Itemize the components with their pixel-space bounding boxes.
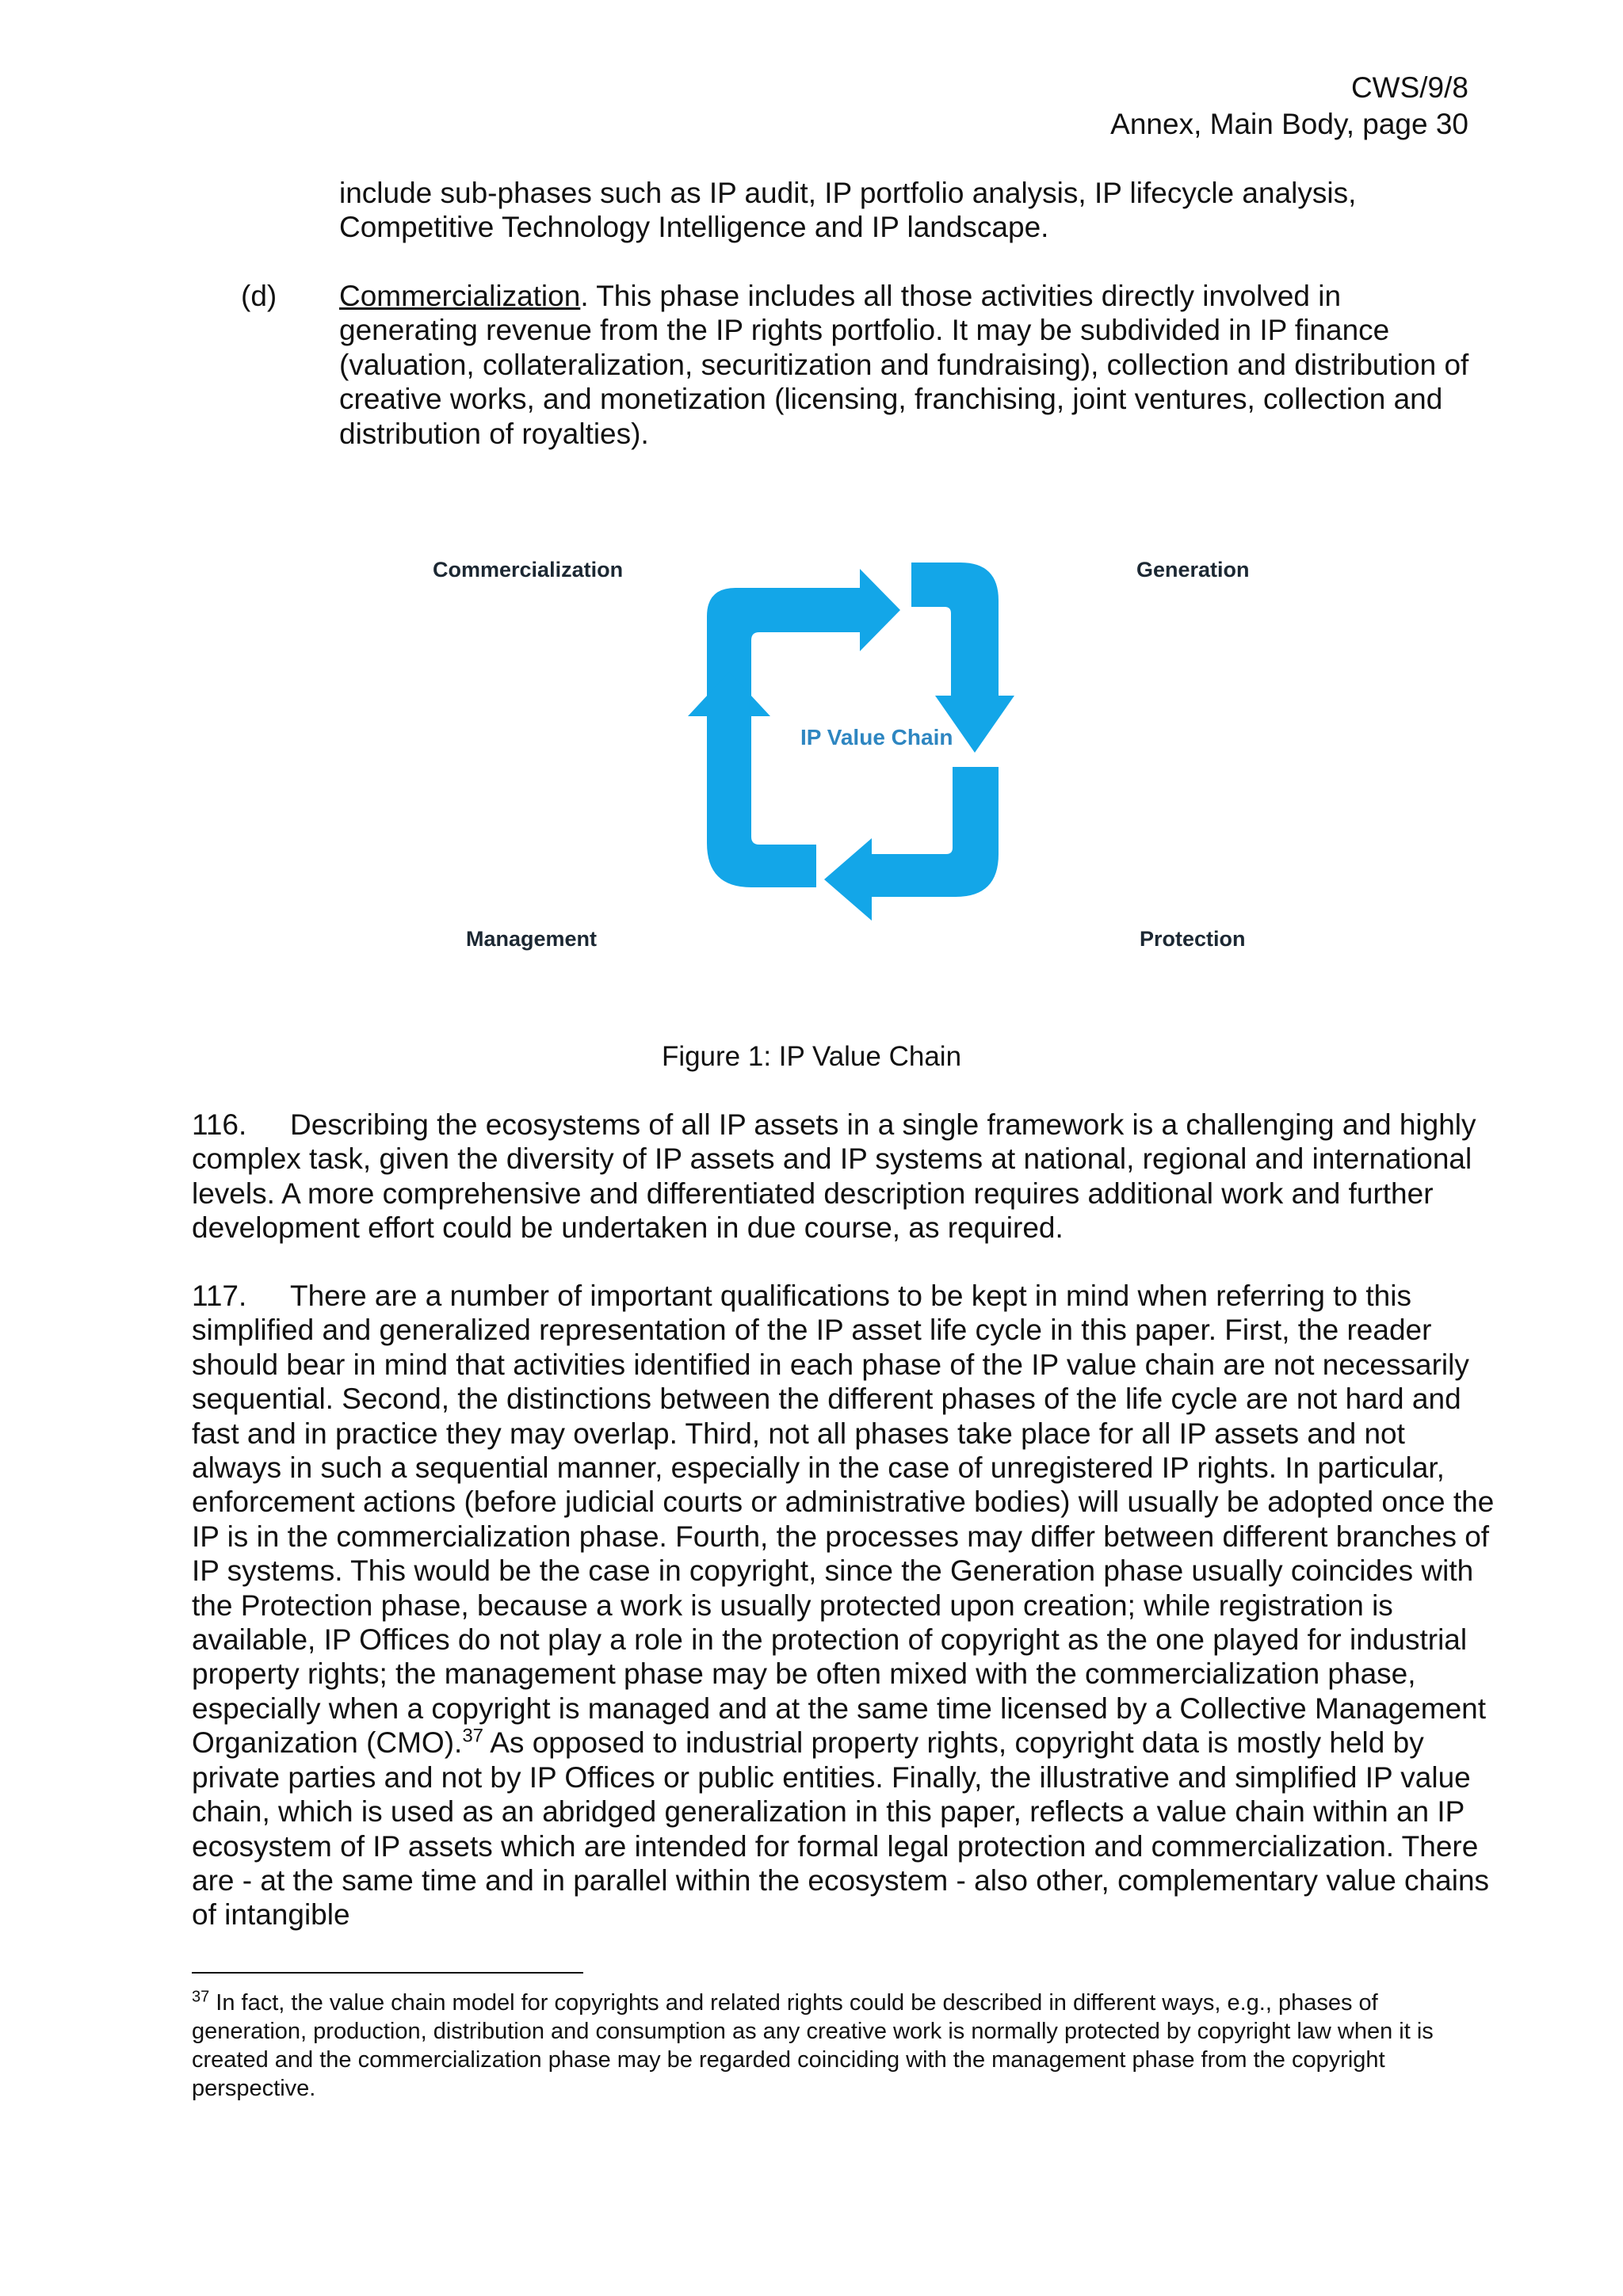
ip-value-chain-figure <box>396 531 1300 974</box>
paragraph-text: There are a number of important qualifications to be kept in mind when referring to this simplified and generalized representation of the IP asset life cycle in this paper. First, the reader should bear in mind that activities identified in each phase of the IP value chain are not necessarily sequential. Second, the distinctions between the different phases of the life cycle are not hard and fast and in practice they may overlap. Third, not all phases take place for all IP assets and not always in such a sequential manner, especially in the case of unregistered IP rights. In particular, enforcement actions (before judicial courts or administrative bodies) will usually be adopted once the IP is in the commercialization phase. Fourth, the processes may differ between different branches of IP systems. This would be the case in copyright, since the Generation phase usually coincides with the Protection phase, because a work is usually protected upon creation; while registration is available, IP Offices do not play a role in the protection of copyright as the one played for industrial property rights; the management phase may be often mixed with the commercialization phase, especially when a copyright is managed and at the same time licensed by a Collective Management Organization (CMO). <box>192 1280 1495 1760</box>
list-item-text: . This phase includes all those activities directly involved in generating revenue from the IP rights portfolio. It may be subdivided in IP finance (valuation, collateralization, securitization and fundraising), collection and distribution of creative works, and monetization (licensing, franchising, joint ventures, collection and distribution of royalties). <box>339 280 1469 450</box>
paragraph-text-continued: As opposed to industrial property rights, copyright data is mostly held by private parties and not by IP Offices or public entities. Finally, the illustrative and simplified IP value chain, which is used as an abridged generalization in this paper, reflects a value chain within an IP ecosystem of IP assets which are intended for formal legal protection and commercialization. There are - at the same time and in parallel within the ecosystem - also other, complementary value chains of intangible <box>192 1726 1490 1932</box>
arrow-bottom-right <box>824 767 999 921</box>
continuation-paragraph: include sub-phases such as IP audit, IP portfolio analysis, IP lifecycle analysis, Competitive Technology Intelligence and IP landscape. <box>339 177 1357 244</box>
footnote-number: 37 <box>192 1988 210 2006</box>
label-protection: Protection <box>1140 927 1246 951</box>
arrow-top-right <box>911 563 1014 753</box>
label-commercialization: Commercialization <box>433 558 624 582</box>
figure-caption: Figure 1: IP Value Chain <box>661 1041 962 1072</box>
paragraph-116 <box>192 1108 1499 1245</box>
paragraph-text: Describing the ecosystems of all IP assets in a single framework is a challenging and highly complex task, given the diversity of IP assets and IP systems at national, regional and international levels. A more comprehensive and differentiated description requires additional work and further development effort could be undertaken in due course, as required. <box>192 1108 1476 1245</box>
arrow-top-left <box>707 569 900 697</box>
center-label: IP Value Chain <box>800 725 953 749</box>
arrow-bottom-left <box>688 672 816 887</box>
list-item-term: Commercialization <box>339 280 581 312</box>
footnote <box>192 1989 1491 2103</box>
paragraph-number: 116. <box>192 1108 247 1141</box>
label-generation: Generation <box>1136 558 1250 582</box>
label-management: Management <box>466 927 598 951</box>
paragraph-number: 117. <box>192 1280 247 1312</box>
footnote-text: In fact, the value chain model for copyrights and related rights could be described in different ways, e.g., phases of generation, production, distribution and consumption as any creative work is normally protected by copyright law when it is created and the commercialization phase may be regarded coinciding with the management phase from the copyright perspective. <box>192 1990 1434 2101</box>
document-id: CWS/9/8 <box>1350 71 1468 104</box>
list-item-body <box>339 279 1480 451</box>
page-header <box>1110 70 1468 143</box>
page-reference: Annex, Main Body, page 30 <box>1110 108 1468 140</box>
footnote-separator <box>192 1972 583 1974</box>
paragraph-117 <box>192 1279 1499 1932</box>
footnote-reference[interactable]: 37 <box>462 1725 484 1747</box>
list-item-letter: (d) <box>241 280 277 312</box>
